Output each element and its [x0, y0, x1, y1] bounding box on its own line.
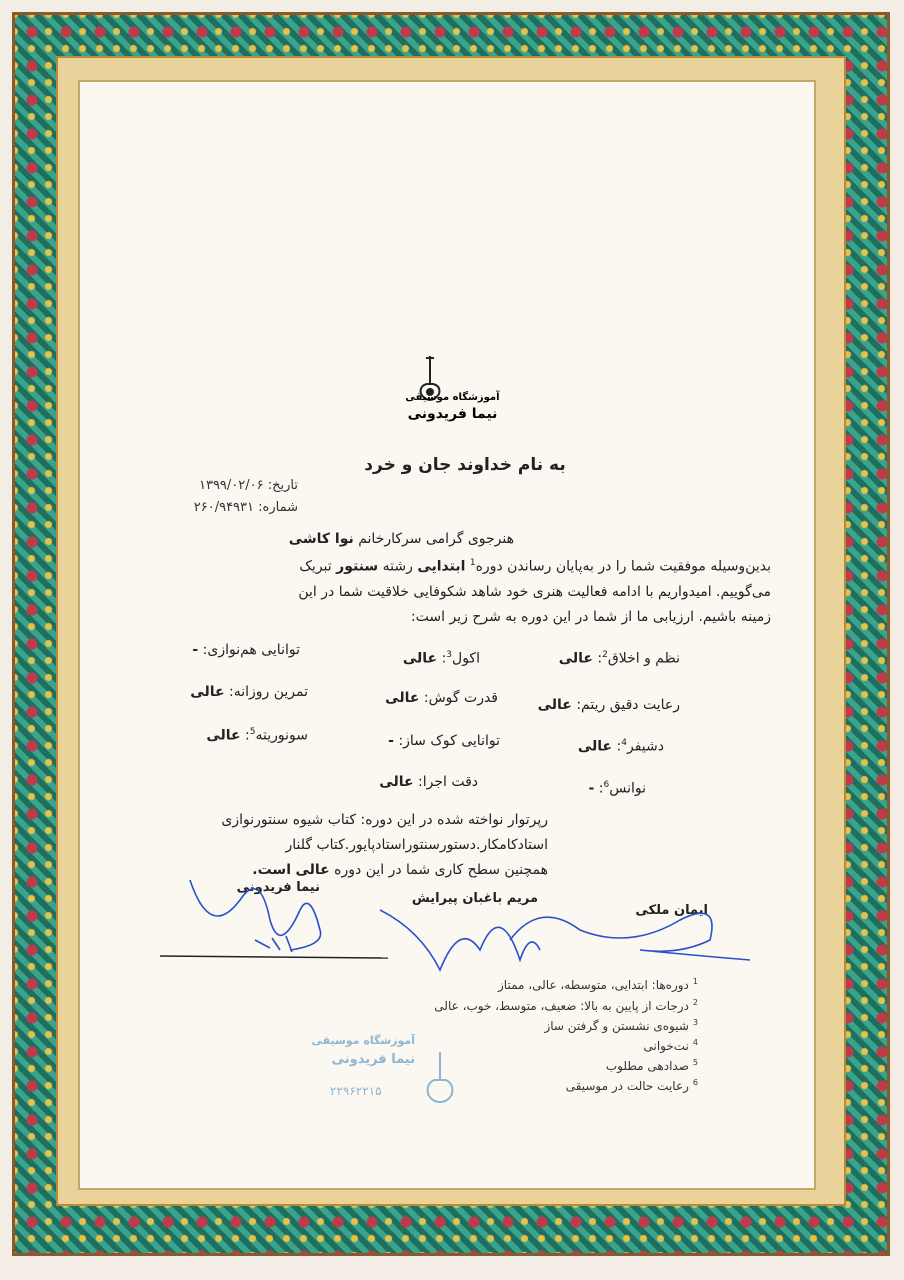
certificate-paper: [78, 80, 816, 1190]
number-label: شماره:: [258, 500, 298, 515]
signature-nima-strokes: [255, 936, 292, 952]
salutation: [289, 527, 514, 552]
salutation-prefix: هنرجوی گرامی سرکارخانم: [358, 531, 514, 547]
number-row: [194, 500, 298, 515]
signature-line: [160, 956, 388, 958]
signature-iman: [510, 913, 750, 960]
signatory-name: نیما فریدونی: [236, 880, 320, 895]
grade-item: رعایت دقیق ریتم: عالی: [537, 697, 680, 713]
stamp-instrument-icon: [420, 1050, 460, 1105]
footnote-item: $^4$نت‌خوانی: [643, 1038, 698, 1053]
date-value: ۱۳۹۹/۰۲/۰۶: [198, 478, 264, 493]
grade-item: دقت اجرا: عالی: [379, 774, 478, 790]
school-logo: [405, 350, 500, 435]
signatures: [160, 860, 760, 980]
footnote-item: $^5$صدادهی مطلوب: [605, 1058, 698, 1073]
paragraph-text-1a: بدین‌وسیله موفقیت شما را در به‌پایان رساندن دوره: [475, 558, 771, 575]
grade-item: نظم و اخلاق$^2$: عالی: [558, 650, 680, 667]
course-level: ابتدایی: [417, 558, 466, 575]
overall-level: عالی: [295, 862, 330, 878]
repertoire-text-3b: است.: [252, 862, 291, 878]
paragraph-line-3: زمینه باشیم. ارزیابی ما از شما در این دوره به شرح زیر است:: [410, 608, 771, 625]
footnote-item: $^2$درجات از پایین به بالا: ضعیف، متوسط، خوب، عالی: [434, 998, 698, 1013]
repertoire-text-3a: همچنین سطح کاری شما در این دوره: [334, 862, 548, 878]
grade-item: قدرت گوش: عالی: [385, 690, 498, 706]
grade-item: دشیفر$^4$: عالی: [577, 738, 664, 755]
paragraph-line-2: می‌گوییم. امیدواریم با ادامه فعالیت هنری خود شاهد شکوفایی خلاقیت شما در این: [298, 583, 771, 600]
repertoire-line-2: استادکامکار.دستورسنتوراستادپایور.کتاب گلنار: [285, 837, 548, 853]
certificate-title: به نام خداوند جان و خرد: [364, 455, 566, 475]
footnote-item: $^3$شیوه‌ی نشستن و گرفتن ساز: [544, 1018, 698, 1033]
number-value: ۲۶۰/۹۴۹۳۱: [193, 500, 255, 515]
school-stamp: [311, 1030, 460, 1105]
grade-item: توانایی هم‌نوازی: -: [192, 642, 300, 658]
signature-maryam: [380, 910, 540, 970]
date-label: تاریخ:: [267, 478, 298, 493]
repertoire-line-1: رپرتوار نواخته شده در این دوره: کتاب شیوه سنتورنوازی: [221, 812, 548, 828]
grade-item: تمرین روزانه: عالی: [190, 684, 308, 700]
stamp-line2: نیما فریدونی: [331, 1052, 415, 1067]
signatory-name: ایمان ملکی: [635, 903, 708, 918]
grade-item: توانایی کوک ساز: -: [388, 733, 500, 749]
stamp-number: ۲۲۹۶۲۲۱۵: [330, 1084, 382, 1098]
paragraph-line-1: [131, 551, 771, 580]
recipient-name: نوا کاشی: [288, 531, 354, 547]
instrument: سنتور: [336, 558, 379, 575]
school-logo-line1: آموزشگاه موسیقی: [405, 392, 500, 403]
signatory-name: مریم باغبان پیرایش: [411, 891, 538, 906]
paragraph-text-1b: رشته: [382, 558, 413, 575]
footnote-item: $^6$رعایت حالت در موسیقی: [565, 1078, 698, 1093]
stamp-line1: آموزشگاه موسیقی: [311, 1034, 415, 1047]
main-paragraph: [131, 551, 771, 630]
grade-item: اکول$^3$: عالی: [402, 650, 480, 667]
footnote-ref-1: 1: [469, 558, 476, 568]
grade-item: سونوریته$^5$: عالی: [206, 727, 308, 744]
grade-item: نوانس$^6$: -: [588, 780, 646, 797]
date-row: [199, 478, 298, 493]
school-logo-line2: نیما فریدونی: [407, 406, 498, 422]
paragraph-text-1c: تبریک: [299, 558, 332, 575]
footnote-item: $^1$دوره‌ها: ابتدایی، متوسطه، عالی، ممتاز: [498, 977, 698, 992]
